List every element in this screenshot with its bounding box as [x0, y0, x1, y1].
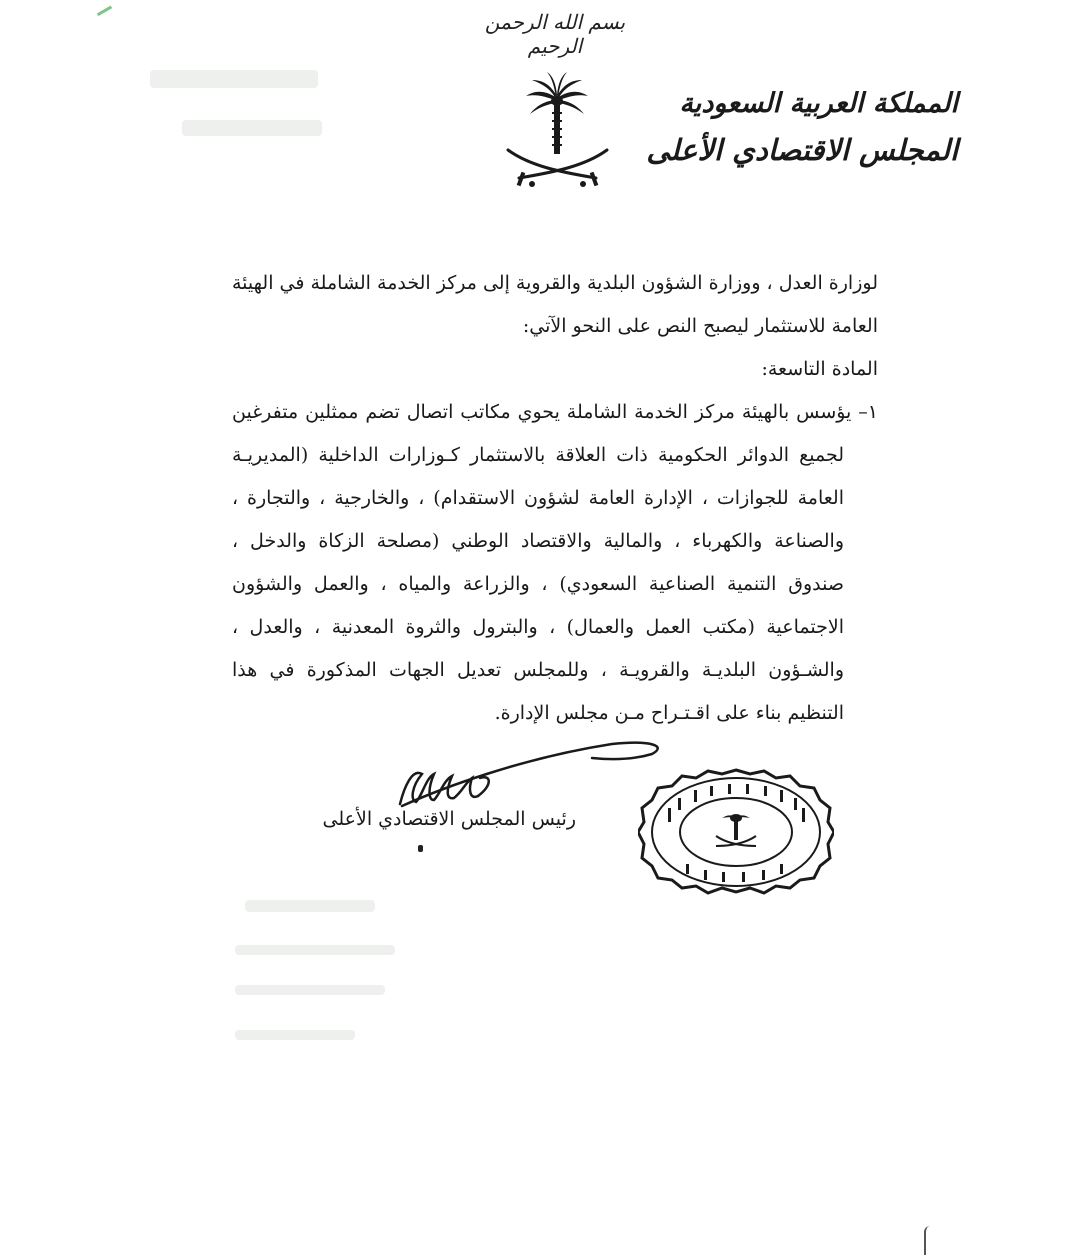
bleed-through-mark — [182, 120, 322, 136]
document-body — [232, 262, 878, 735]
handwritten-signature — [382, 738, 672, 818]
palm-swords-emblem-icon — [500, 68, 615, 193]
page-edge-mark — [924, 1226, 934, 1255]
bleed-through-mark — [235, 945, 395, 955]
official-seal-icon — [638, 766, 834, 896]
article-title: المادة التاسعة: — [761, 358, 878, 380]
bleed-through-mark — [235, 1030, 355, 1040]
ink-dot — [418, 845, 423, 852]
basmala: بسم الله الرحمن الرحيم — [484, 10, 626, 58]
intro-paragraph: لوزارة العدل ، ووزارة الشؤون البلدية والقروية إلى مركز الخدمة الشاملة في الهيئة العامة للاستثمار ليصبح النص على النحو الآتي: — [232, 272, 878, 337]
letterhead — [646, 82, 958, 174]
letterhead-council: المجلس الاقتصادي الأعلى — [646, 133, 958, 167]
signatory-title: رئيس المجلس الاقتصادي الأعلى — [322, 808, 576, 830]
article-item-1: ١– يؤسس بالهيئة مركز الخدمة الشاملة يحوي مكاتب اتصال تضم ممثلين متفرغين لجميع الدوائر الحكومية ذات العلاقة بالاستثمار كـوزارات الداخلية (المديريـة العامة للجوازات ، الإدارة العامة لشؤون الاستقدام) ، والخارجية ، والتجارة ، والصناعة والكهرباء ، والمالية والاقتصاد الوطني (مصلحة الزكاة والدخل ، صندوق التنمية الصناعية السعودي) ، والزراعة والمياه ، والعمل والشؤون الاجتماعية (مكتب العمل والعمال) ، والبترول والثروة المعدنية ، والعدل ، والشـؤون البلديـة والقرويـة ، وللمجلس تعديل الجهات المذكورة في هذا التنظيم بناء على اقـتـراح مـن مجلس الإدارة. — [232, 401, 878, 724]
letterhead-country: المملكة العربية السعودية — [679, 88, 958, 119]
bleed-through-mark — [235, 985, 385, 995]
bleed-through-mark — [245, 900, 375, 912]
bleed-through-mark — [150, 70, 318, 88]
corner-mark — [92, 0, 112, 16]
